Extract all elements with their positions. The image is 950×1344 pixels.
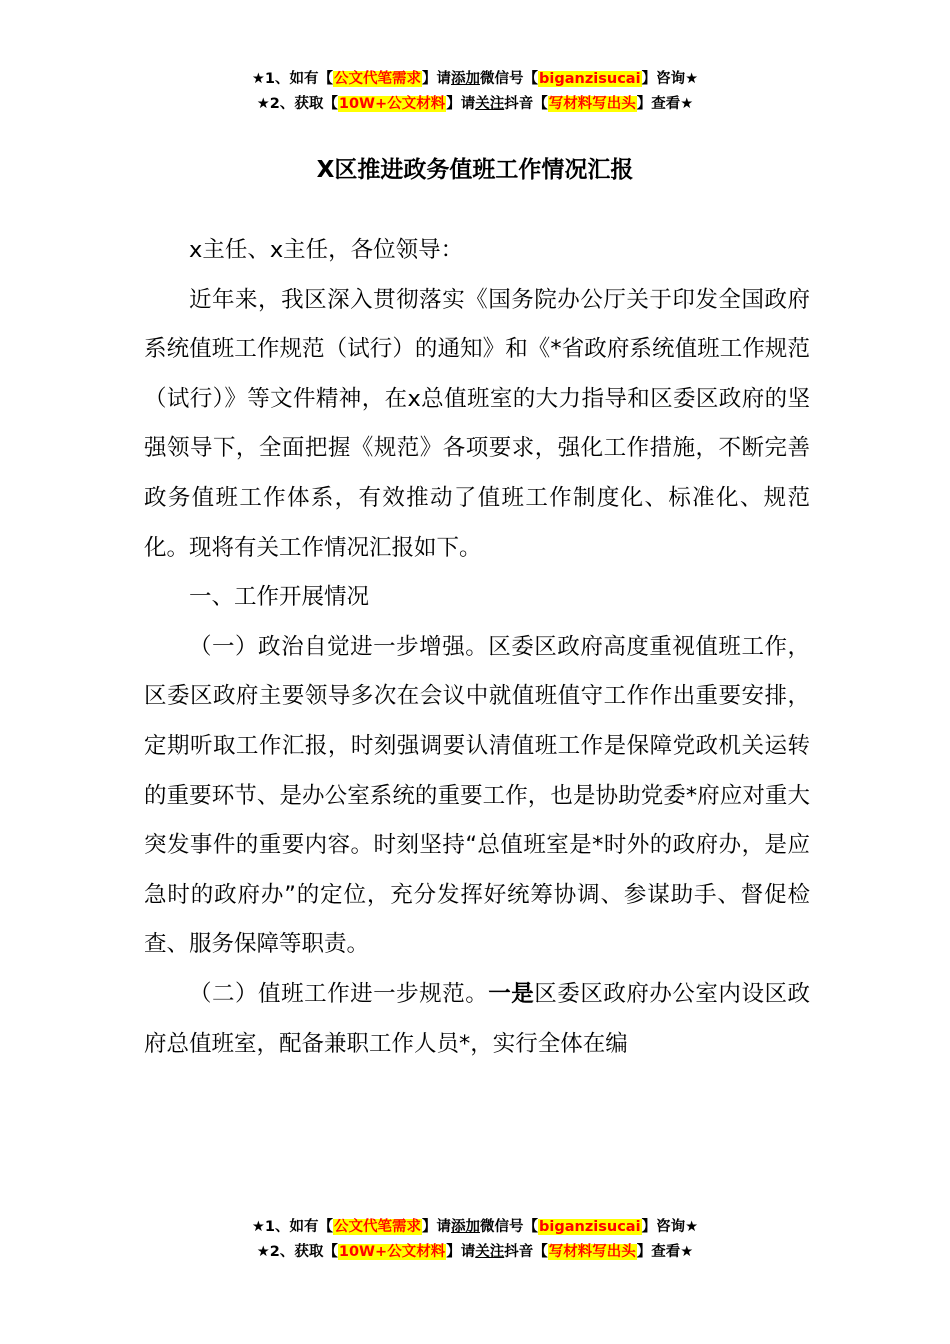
bold-marker: 一是 bbox=[488, 980, 535, 1007]
banner-text: 】查看 bbox=[636, 96, 681, 112]
star-icon: ★ bbox=[256, 96, 270, 112]
banner-text: 抖音【 bbox=[504, 96, 548, 112]
section-heading: 一、工作开展情况 bbox=[189, 584, 370, 611]
star-icon: ★ bbox=[251, 71, 265, 87]
highlight-wechat-id: biganzisucai bbox=[539, 1219, 641, 1235]
banner-text: 微信号【 bbox=[480, 1219, 539, 1235]
highlight-douyin-name: 写材料写出头 bbox=[548, 1244, 636, 1260]
intro-paragraph: 近年来，我区深入贯彻落实《国务院办公厅关于印发全国政府系统值班工作规范（试行）的通知》和《*省政府系统值班工作规范（试行）》等文件精神，在x总值班室的大力指导和区委区政府的坚强领导下，全面把握《规范》各项要求，强化工作措施，不断完善政务值班工作体系，有效推动了值班工作制度化、标准化、规范化。现将有关工作情况汇报如下。 bbox=[144, 286, 810, 561]
banner-text: 】请 bbox=[446, 1244, 476, 1260]
banner-text: 2、获取【 bbox=[269, 1244, 338, 1260]
star-icon: ★ bbox=[685, 1219, 699, 1235]
underlined-follow: 关注 bbox=[475, 96, 505, 112]
highlight-service: 公文代笔需求 bbox=[334, 71, 422, 87]
banner-text: 2、获取【 bbox=[269, 96, 338, 112]
paragraph-political-awareness: （一）政治自觉进一步增强。区委区政府高度重视值班工作，区委区政府主要领导多次在会议中就值班值守工作作出重要安排，定期听取工作汇报，时刻强调要认清值班工作是保障党政机关运转的重要环节、是办公室系统的重要工作，也是协助党委*府应对重大突发事件的重要内容。时刻坚持“总值班室是*时外的政府办，是应急时的政府办”的定位，充分发挥好统筹协调、参谋助手、督促检查、服务保障等职责。 bbox=[144, 633, 810, 958]
banner-text: 】请 bbox=[422, 1219, 452, 1235]
banner-line-1 bbox=[0, 67, 950, 92]
banner-line-2 bbox=[0, 92, 950, 117]
highlight-materials: 10W+公文材料 bbox=[338, 1244, 446, 1260]
highlight-douyin-name: 写材料写出头 bbox=[548, 96, 636, 112]
header-banner bbox=[0, 67, 950, 117]
paragraph-rest: 区委区政府办公室内设区政府总值班室，配备兼职工作人员*，实行全体在编 bbox=[144, 980, 810, 1057]
salutation: x主任、x主任，各位领导： bbox=[189, 237, 464, 263]
star-icon: ★ bbox=[685, 71, 699, 87]
banner-line-1 bbox=[0, 1215, 950, 1240]
banner-text: 】咨询 bbox=[641, 71, 686, 87]
highlight-wechat-id: biganzisucai bbox=[539, 71, 641, 87]
paragraph-duty-standardization bbox=[144, 970, 810, 1069]
star-icon: ★ bbox=[251, 1219, 265, 1235]
star-icon: ★ bbox=[680, 1244, 694, 1260]
banner-text: 】咨询 bbox=[641, 1219, 686, 1235]
footer-banner bbox=[0, 1215, 950, 1265]
banner-line-2 bbox=[0, 1240, 950, 1265]
underlined-add: 添加 bbox=[451, 1219, 481, 1235]
underlined-follow: 关注 bbox=[475, 1244, 505, 1260]
banner-text: 1、如有【 bbox=[264, 71, 334, 87]
star-icon: ★ bbox=[256, 1244, 270, 1260]
underlined-add: 添加 bbox=[451, 71, 481, 87]
highlight-materials: 10W+公文材料 bbox=[338, 96, 446, 112]
document-body bbox=[144, 226, 810, 1069]
banner-text: 微信号【 bbox=[480, 71, 539, 87]
banner-text: 抖音【 bbox=[504, 1244, 548, 1260]
highlight-service: 公文代笔需求 bbox=[334, 1219, 422, 1235]
banner-text: 】请 bbox=[422, 71, 452, 87]
document-title: X区推进政务值班工作情况汇报 bbox=[316, 157, 634, 183]
banner-text: 】请 bbox=[446, 96, 476, 112]
banner-text: 1、如有【 bbox=[264, 1219, 334, 1235]
paragraph-lead: （二）值班工作进一步规范。 bbox=[189, 980, 489, 1007]
star-icon: ★ bbox=[680, 96, 694, 112]
banner-text: 】查看 bbox=[636, 1244, 681, 1260]
